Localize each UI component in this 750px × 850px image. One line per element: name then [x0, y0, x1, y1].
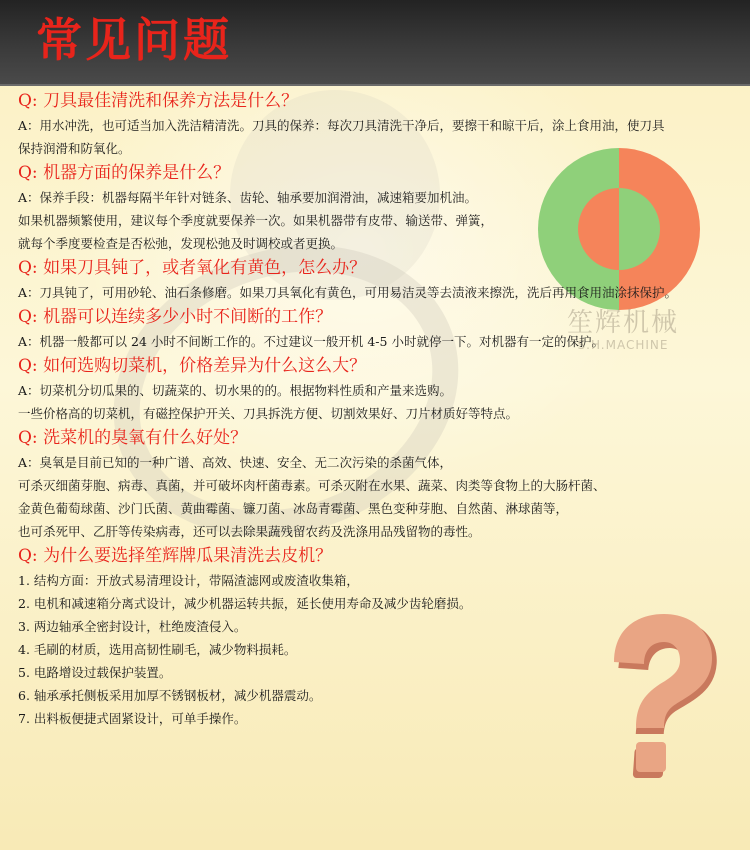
- faq-item: [18, 425, 738, 543]
- faq-answer-line: A：臭氧是目前已知的一种广谱、高效、快速、安全、无二次污染的杀菌气体，: [18, 455, 453, 470]
- faq-answer-line: 5. 电路增设过载保护装置。: [18, 665, 172, 680]
- faq-item: [18, 304, 738, 353]
- faq-answer-line: 1. 结构方面：开放式易清理设计，带隔渣滤网或废渣收集箱，: [18, 573, 359, 588]
- faq-question: Q: 机器可以连续多少小时不间断的工作？: [18, 307, 333, 327]
- faq-answer-line: A：保养手段：机器每隔半年针对链条、齿轮、轴承要加润滑油，减速箱要加机油。: [18, 190, 478, 205]
- faq-answer-line: A：切菜机分切瓜果的、切蔬菜的、切水果的的。根据物料性质和产量来选购。: [18, 383, 453, 398]
- faq-answer-line: 2. 电机和减速箱分离式设计，减少机器运转共振，延长使用寿命及减少齿轮磨损。: [18, 596, 472, 611]
- faq-question: Q: 如何选购切菜机，价格差异为什么这么大？: [18, 356, 367, 376]
- page-title: 常见问题: [36, 13, 232, 67]
- faq-question: Q: 机器方面的保养是什么？: [18, 163, 231, 183]
- logo-brand-name: 笙辉机械: [566, 308, 679, 338]
- faq-question: Q: 如果刀具钝了，或者氧化有黄色，怎么办？: [18, 258, 367, 278]
- faq-answer-line: 可杀灭细菌芽胞、病毒、真菌，并可破坏肉杆菌毒素。可杀灭附在水果、蔬菜、肉类等食物上的大肠杆菌、: [18, 478, 606, 493]
- faq-answer-line: A：用水冲洗，也可适当加入洗洁精清洗。刀具的保养：每次刀具清洗干净后，要擦干和晾干后，涂上食用油，使刀具: [18, 118, 665, 133]
- faq-answer-line: 就每个季度要检查是否松弛，发现松弛及时调校或者更换。: [18, 236, 344, 251]
- faq-answer-line: 3. 两边轴承全密封设计，杜绝废渣侵入。: [18, 619, 247, 634]
- faq-answer-line: 6. 轴承承托侧板采用加厚不锈钢板材，减少机器震动。: [18, 688, 322, 703]
- faq-answer-line: 4. 毛刷的材质，选用高韧性刷毛，减少物料损耗。: [18, 642, 297, 657]
- faq-item: [18, 543, 738, 730]
- faq-question: Q: 为什么要选择笙辉牌瓜果清洗去皮机？: [18, 546, 333, 566]
- faq-answer-line: 一些价格高的切菜机，有磁控保护开关、刀具拆洗方便、切割效果好、刀片材质好等特点。: [18, 406, 519, 421]
- faq-answer-line: 如果机器频繁使用，建议每个季度就要保养一次。如果机器带有皮带、输送带、弹簧，: [18, 213, 494, 228]
- faq-answer-line: A：机器一般都可以 24 小时不间断工作的。不过建议一般开机 4-5 小时就停一下。对机器有一定的保护。: [18, 334, 604, 349]
- faq-item: [18, 88, 738, 160]
- page-header: [0, 0, 750, 86]
- faq-item: [18, 255, 738, 304]
- faq-question: Q: 刀具最佳清洗和保养方法是什么？: [18, 91, 299, 111]
- faq-answer-line: 7. 出料板便捷式固紧设计，可单手操作。: [18, 711, 247, 726]
- faq-answer-line: A：刀具钝了，可用砂轮、油石条修磨。如果刀具氧化有黄色，可用易洁灵等去渍液来擦洗，洗后再用食用油涂抹保护。: [18, 285, 678, 300]
- faq-list: [18, 88, 738, 730]
- faq-answer-line: 保持润滑和防氧化。: [18, 141, 131, 156]
- faq-item: [18, 353, 738, 425]
- faq-answer-line: 金黄色葡萄球菌、沙门氏菌、黄曲霉菌、镰刀菌、冰岛青霉菌、黑色变种芽胞、自然菌、淋球菌等，: [18, 501, 569, 516]
- faq-question: Q: 洗菜机的臭氧有什么好处？: [18, 428, 248, 448]
- faq-answer-line: 也可杀死甲、乙肝等传染病毒，还可以去除果蔬残留农药及洗涤用品残留物的毒性。: [18, 524, 481, 539]
- faq-item: [18, 160, 738, 255]
- logo-brand-subtitle: S.H.MACHINE: [577, 338, 669, 352]
